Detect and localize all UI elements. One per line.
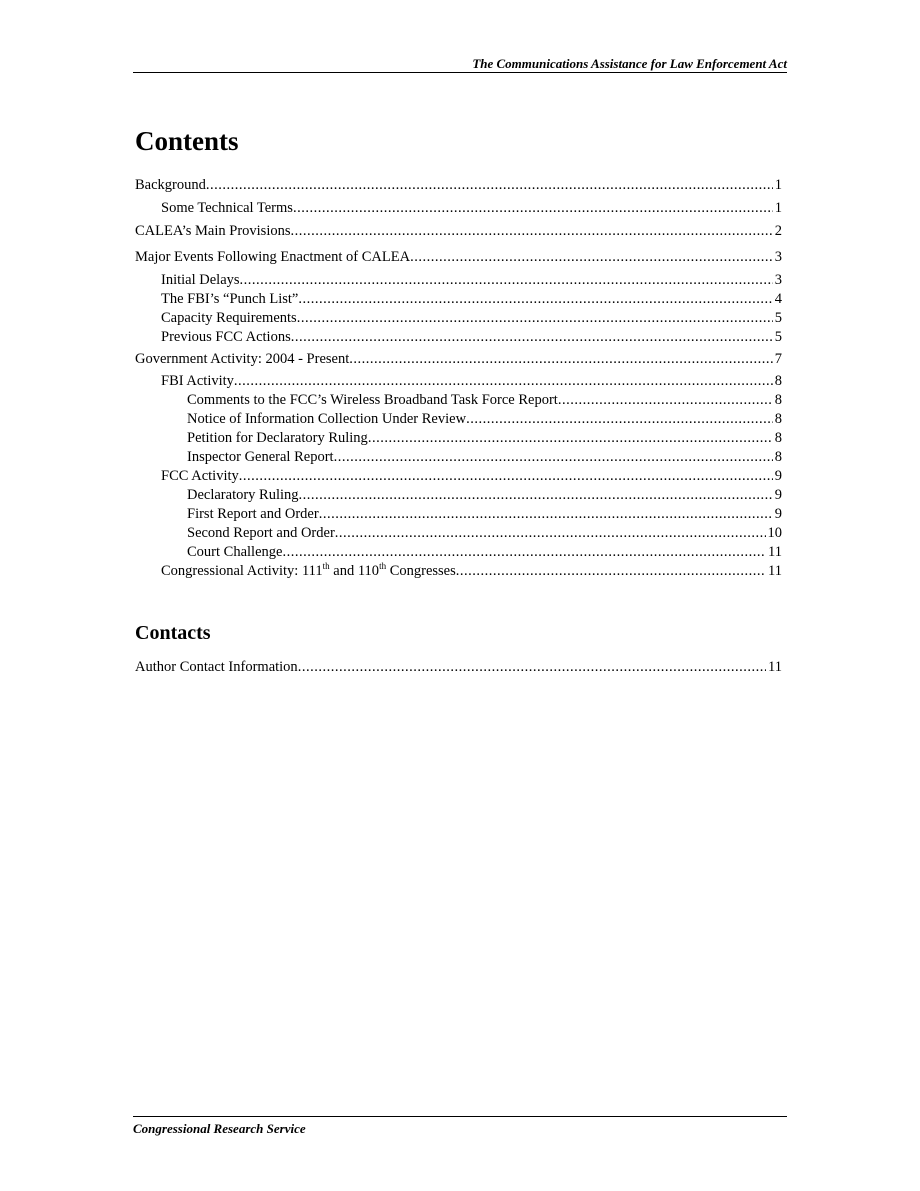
toc-entry-title: Declaratory Ruling (187, 487, 299, 503)
toc-leader-dots (558, 391, 773, 409)
toc-entry[interactable] (187, 448, 782, 466)
toc-entry-title: Some Technical Terms (161, 200, 293, 216)
toc-entry-title: CALEA’s Main Provisions (135, 223, 291, 239)
toc-entry[interactable] (187, 543, 782, 561)
toc-leader-dots (282, 543, 766, 561)
toc-entry[interactable] (187, 410, 782, 428)
toc-entry-title: First Report and Order (187, 506, 319, 522)
toc-entry[interactable] (187, 429, 782, 447)
toc-entry-page: 1 (774, 177, 782, 193)
toc-entry-page: 10 (767, 525, 782, 541)
toc-leader-dots (456, 562, 766, 580)
toc-entry[interactable] (161, 328, 782, 346)
toc-entry-page: 8 (774, 449, 782, 465)
toc-leader-dots (297, 309, 773, 327)
toc-entry[interactable] (135, 222, 782, 240)
toc-entry-title: Author Contact Information (135, 659, 298, 675)
toc-entry-page: 11 (768, 659, 782, 675)
toc-entry-title: Previous FCC Actions (161, 329, 291, 345)
toc-entry-title: Inspector General Report (187, 449, 334, 465)
toc-entry[interactable] (187, 505, 782, 523)
toc-leader-dots (298, 658, 766, 676)
contacts-heading: Contacts (135, 622, 211, 644)
toc-entry-page: 3 (774, 249, 782, 265)
toc-entry-page: 5 (774, 329, 782, 345)
toc-entry-title: Initial Delays (161, 272, 240, 288)
toc-leader-dots (335, 524, 766, 542)
toc-entry-title: FCC Activity (161, 468, 239, 484)
toc-entry[interactable] (161, 562, 782, 580)
toc-entry-page: 8 (774, 411, 782, 427)
publisher-name: Congressional Research Service (133, 1121, 306, 1136)
toc-entry[interactable] (187, 524, 782, 542)
toc-entry-title: Congressional Activity: 111th and 110th Congresses (161, 562, 456, 579)
toc-entry[interactable] (135, 248, 782, 266)
page-footer (133, 1116, 787, 1136)
toc-leader-dots (291, 222, 773, 240)
toc-leader-dots (206, 176, 773, 194)
toc-entry[interactable] (161, 309, 782, 327)
toc-entry-page: 8 (774, 430, 782, 446)
toc-entry-page: 2 (774, 223, 782, 239)
toc-leader-dots (239, 467, 773, 485)
toc-leader-dots (234, 372, 773, 390)
toc-leader-dots (368, 429, 773, 447)
toc-entry[interactable] (161, 199, 782, 217)
toc-entry[interactable] (135, 350, 782, 368)
toc-entry-page: 7 (774, 351, 782, 367)
toc-entry-page: 3 (774, 272, 782, 288)
toc-entry-page: 1 (774, 200, 782, 216)
toc-entry-title: Capacity Requirements (161, 310, 297, 326)
toc-entry-page: 9 (774, 468, 782, 484)
toc-entry[interactable] (135, 658, 782, 676)
toc-entry[interactable] (135, 176, 782, 194)
toc-entry-title: Government Activity: 2004 - Present (135, 351, 350, 367)
toc-entry-title: Court Challenge (187, 544, 283, 560)
toc-entry-title: Second Report and Order (187, 525, 335, 541)
toc-entry-page: 11 (768, 544, 782, 560)
toc-entry-page: 5 (774, 310, 782, 326)
toc-leader-dots (299, 486, 773, 504)
toc-entry[interactable] (187, 486, 782, 504)
toc-entry-title: Petition for Declaratory Ruling (187, 430, 368, 446)
toc-leader-dots (291, 328, 773, 346)
toc-entry-page: 9 (774, 487, 782, 503)
toc-entry[interactable] (161, 372, 782, 390)
toc-entry-page: 11 (768, 563, 782, 579)
toc-leader-dots (319, 505, 773, 523)
toc-entry-title: Notice of Information Collection Under Review (187, 411, 467, 427)
toc-entry-title: Major Events Following Enactment of CALEA (135, 249, 411, 265)
toc-entry-page: 8 (774, 392, 782, 408)
toc-entry-title: Comments to the FCC’s Wireless Broadband Task Force Report (187, 392, 558, 408)
contents-heading: Contents (135, 126, 239, 156)
toc-entry-page: 8 (774, 373, 782, 389)
running-header (133, 56, 787, 73)
toc-entry-title: The FBI’s “Punch List” (161, 291, 299, 307)
toc-leader-dots (466, 410, 773, 428)
toc-entry[interactable] (161, 467, 782, 485)
toc-leader-dots (334, 448, 773, 466)
toc-leader-dots (298, 290, 772, 308)
toc-leader-dots (349, 350, 773, 368)
toc-entry-title: Background (135, 177, 206, 193)
running-title: The Communications Assistance for Law Enforcement Act (472, 56, 787, 71)
toc-leader-dots (240, 271, 773, 289)
toc-entry[interactable] (161, 290, 782, 308)
toc-entry[interactable] (161, 271, 782, 289)
toc-entry-page: 4 (774, 291, 782, 307)
toc-entry-title: FBI Activity (161, 373, 234, 389)
toc-leader-dots (293, 199, 773, 217)
toc-leader-dots (410, 248, 773, 266)
toc-entry[interactable] (187, 391, 782, 409)
toc-entry-page: 9 (774, 506, 782, 522)
